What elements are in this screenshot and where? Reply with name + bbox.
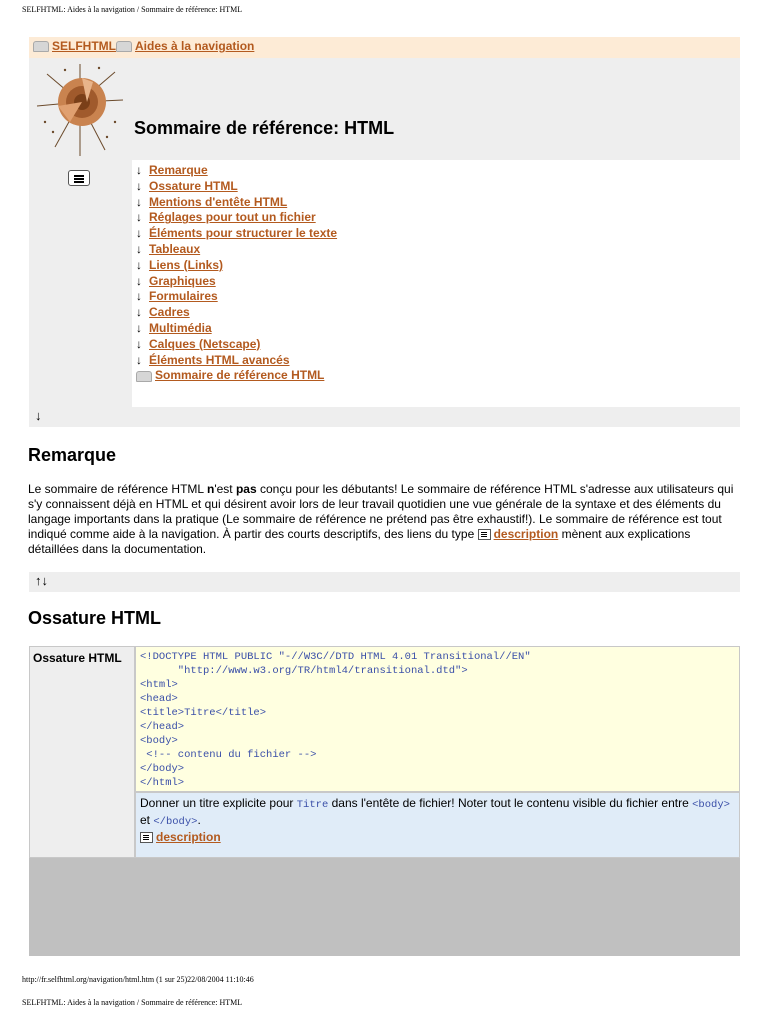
toc-item (136, 210, 337, 226)
arrow-down-icon: ↓ (136, 241, 142, 256)
arrow-down-icon: ↓ (136, 178, 142, 193)
page-title: Sommaire de référence: HTML (134, 118, 395, 138)
description-link[interactable]: description (156, 830, 221, 844)
arrow-down-icon: ↓ (136, 163, 142, 177)
footer-url: http://fr.selfhtml.org/navigation/html.htm (1 sur 25)22/08/2004 11:10:46 (22, 975, 254, 984)
arrow-down-icon: ↓ (136, 352, 142, 367)
toc-link[interactable]: Réglages pour tout un fichier (149, 210, 316, 225)
toc-item (136, 226, 337, 242)
toc-item (136, 337, 337, 353)
toc-item (136, 368, 337, 384)
folder-icon (136, 371, 152, 382)
arrow-down-icon: ↓ (136, 336, 142, 351)
header-area (29, 58, 740, 160)
toc-item (136, 353, 337, 369)
toc-item (136, 163, 337, 179)
arrow-down-icon: ↓ (136, 289, 142, 304)
toc-link[interactable]: Liens (Links) (149, 257, 224, 272)
toc-item (136, 305, 337, 321)
toc-item (136, 195, 337, 211)
table-of-contents (136, 163, 337, 384)
description-icon (478, 529, 491, 540)
section-heading-remarque: Remarque (28, 445, 117, 465)
toc-item (136, 179, 337, 195)
arrow-down-icon: ↓ (136, 194, 142, 209)
toc-item (136, 274, 337, 290)
nav-bar (29, 572, 740, 592)
code-block: <!DOCTYPE HTML PUBLIC "-//W3C//DTD HTML 4.01 Transitional//EN" "http://www.w3.org/TR/html4/transitional.dtd"> <html> <head> <title>Titre</title> </head> <body> <!-- contenu du fichier --> </body> </html> (135, 646, 740, 792)
toc-link-reference[interactable]: Sommaire de référence HTML (155, 368, 325, 383)
section-heading-ossature: Ossature HTML (28, 608, 162, 628)
arrow-updown-icon[interactable]: ↑↓ (35, 573, 48, 588)
arrow-down-icon: ↓ (136, 226, 142, 241)
explanation-cell: Donner un titre explicite pour Titre dans l'entête de fichier! Noter tout le contenu visible du fichier entre <body> et </body>. description (135, 792, 740, 858)
print-header: SELFHTML: Aides à la navigation / Sommaire de référence: HTML (22, 5, 243, 14)
arrow-down-icon: ↓ (136, 320, 142, 335)
arrow-down-icon: ↓ (136, 273, 142, 288)
remarque-paragraph: Le sommaire de référence HTML n'est pas conçu pour les débutants! Le sommaire de référence HTML s'adresse aux utilisateurs qui s'y connaissent déjà en HTML et qui désirent avoir lors de leur travail quotidien une vue générale de la syntaxe et des éléments du langage importants dans la pratique (Le sommaire de référence ne prétend pas être exhaustif!). Le sommaire de référence est tout indiqué comme aide à la navigation. À partir des courts descriptifs, des liens du type description mènent aux explications détaillées dans la documentation. (28, 482, 734, 556)
toc-link[interactable]: Éléments pour structurer le texte (149, 226, 338, 241)
breadcrumb-link-navigation[interactable]: Aides à la navigation (135, 39, 255, 53)
toc-item (136, 321, 337, 337)
toc-link[interactable]: Cadres (149, 305, 190, 320)
arrow-down-icon[interactable]: ↓ (35, 408, 42, 423)
description-icon (140, 832, 153, 843)
arrow-down-icon: ↓ (136, 305, 142, 320)
toc-link[interactable]: Mentions d'entête HTML (149, 194, 288, 209)
toc-link[interactable]: Ossature HTML (149, 178, 238, 193)
folder-icon (33, 41, 49, 52)
toc-link[interactable]: Tableaux (149, 241, 201, 256)
toc-item (136, 289, 337, 305)
side-panel (29, 160, 132, 407)
toc-link[interactable]: Remarque (149, 163, 208, 177)
nav-bar (29, 407, 740, 427)
toc-item (136, 258, 337, 274)
breadcrumb (29, 37, 740, 58)
folder-icon (116, 41, 132, 52)
toc-link[interactable]: Graphiques (149, 273, 216, 288)
toc-link[interactable]: Calques (Netscape) (149, 336, 261, 351)
selfhtml-logo (35, 62, 125, 157)
toc-item (136, 242, 337, 258)
description-link[interactable]: description (493, 527, 559, 541)
arrow-down-icon: ↓ (136, 257, 142, 272)
toc-link[interactable]: Formulaires (149, 289, 218, 304)
toc-link[interactable]: Multimédia (149, 320, 212, 335)
toc-link[interactable]: Éléments HTML avancés (149, 352, 290, 367)
breadcrumb-link-selfhtml[interactable]: SELFHTML (52, 39, 116, 53)
document-icon[interactable] (68, 170, 90, 186)
arrow-down-icon: ↓ (136, 210, 142, 225)
page-break-area (29, 858, 740, 956)
next-page-header: SELFHTML: Aides à la navigation / Sommaire de référence: HTML (22, 998, 243, 1007)
table-label-cell: Ossature HTML (29, 646, 135, 858)
